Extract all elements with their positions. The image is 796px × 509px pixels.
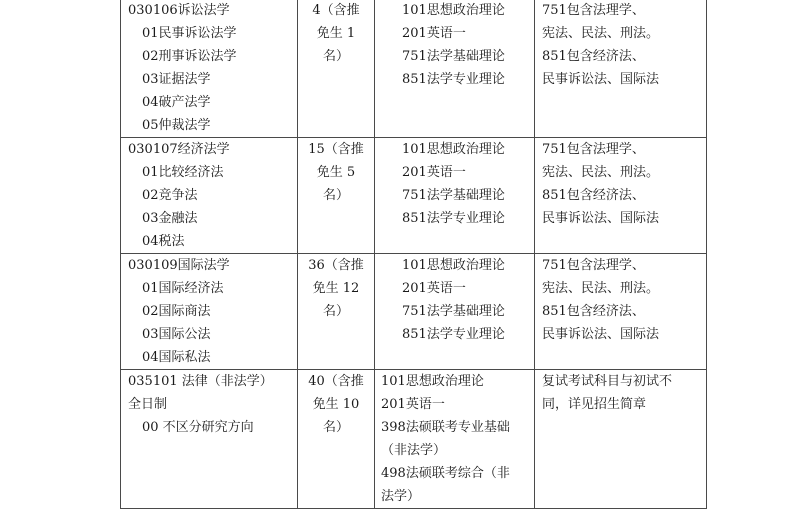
program-code-name: 030107经济法学 (128, 142, 230, 157)
research-direction: 02国际商法 (142, 304, 211, 319)
exam-subjects-cell (375, 370, 535, 509)
research-direction: 03国际公法 (142, 327, 211, 342)
table-row (121, 370, 707, 509)
quota-text: 15（含推 (308, 142, 364, 157)
research-direction: 03金融法 (142, 211, 198, 226)
exam-subjects-cell (375, 138, 535, 254)
quota-text: 免生 12 (312, 281, 360, 296)
quota-text: 免生 5 (316, 165, 356, 180)
exam-subject: 398法硕联考专业基础 (381, 420, 510, 435)
note-text: 宪法、民法、刑法。 (542, 165, 660, 180)
note-text: 851包含经济法、 (542, 304, 645, 319)
quota-text: 40（含推 (308, 374, 364, 389)
program-cell (121, 0, 298, 138)
research-direction: 04破产法学 (142, 95, 211, 110)
exam-subject: 751法学基础理论 (402, 188, 505, 203)
research-direction: 05仲裁法学 (142, 118, 211, 133)
table-row (121, 138, 707, 254)
research-direction: 01比较经济法 (142, 165, 224, 180)
exam-subject: 851法学专业理论 (402, 211, 505, 226)
program-code-name: 035101 法律（非法学） (128, 374, 273, 389)
note-text: 宪法、民法、刑法。 (542, 281, 660, 296)
exam-subject: 101思想政治理论 (402, 142, 505, 157)
table-row (121, 0, 707, 138)
enrollment-quota-cell (298, 0, 375, 138)
note-text: 民事诉讼法、国际法 (542, 211, 660, 226)
program-study-mode: 全日制 (128, 397, 168, 412)
program-cell (121, 370, 298, 509)
notes-cell (535, 370, 707, 509)
exam-subject: 851法学专业理论 (402, 72, 505, 87)
quota-text: 免生 10 (312, 397, 360, 412)
exam-subjects-cell (375, 254, 535, 370)
note-text: 复试考试科目与初试不 (542, 374, 673, 389)
table-row (121, 254, 707, 370)
exam-subjects-cell (375, 0, 535, 138)
quota-text: 名） (322, 188, 349, 203)
exam-subject: 101思想政治理论 (381, 374, 484, 389)
enrollment-quota-cell (298, 138, 375, 254)
program-code-name: 030106诉讼法学 (128, 3, 230, 18)
notes-cell (535, 138, 707, 254)
notes-cell (535, 0, 707, 138)
exam-subject: 751法学基础理论 (402, 49, 505, 64)
program-cell (121, 138, 298, 254)
note-text: 同，详见招生简章 (542, 397, 647, 412)
exam-subject: 851法学专业理论 (402, 327, 505, 342)
exam-subject: 201英语一 (381, 397, 445, 412)
research-direction: 01民事诉讼法学 (142, 26, 237, 41)
exam-subject: 101思想政治理论 (402, 258, 505, 273)
program-catalog-table (120, 0, 707, 509)
note-text: 民事诉讼法、国际法 (542, 72, 660, 87)
note-text: 751包含法理学、 (542, 3, 645, 18)
research-direction: 01国际经济法 (142, 281, 224, 296)
research-direction: 02刑事诉讼法学 (142, 49, 237, 64)
research-direction: 02竞争法 (142, 188, 198, 203)
notes-cell (535, 254, 707, 370)
exam-subject: 201英语一 (402, 26, 466, 41)
program-cell (121, 254, 298, 370)
exam-subject: 201英语一 (402, 281, 466, 296)
quota-text: 免生 1 (316, 26, 356, 41)
exam-subject: 201英语一 (402, 165, 466, 180)
quota-text: 名） (322, 420, 349, 435)
note-text: 751包含法理学、 (542, 142, 645, 157)
note-text: 851包含经济法、 (542, 49, 645, 64)
research-direction: 03证据法学 (142, 72, 211, 87)
research-direction: 04税法 (142, 234, 185, 249)
program-code-name: 030109国际法学 (128, 258, 230, 273)
quota-text: 名） (322, 49, 349, 64)
note-text: 民事诉讼法、国际法 (542, 327, 660, 342)
exam-subject: 751法学基础理论 (402, 304, 505, 319)
enrollment-quota-cell (298, 370, 375, 509)
research-direction: 00 不区分研究方向 (142, 420, 254, 435)
note-text: 751包含法理学、 (542, 258, 645, 273)
exam-subject: 101思想政治理论 (402, 3, 505, 18)
exam-subject: （非法学） (381, 443, 447, 458)
quota-text: 36（含推 (308, 258, 364, 273)
exam-subject: 法学） (381, 489, 421, 504)
research-direction: 04国际私法 (142, 350, 211, 365)
quota-text: 名） (322, 304, 349, 319)
note-text: 851包含经济法、 (542, 188, 645, 203)
quota-text: 4（含推 (312, 3, 360, 18)
note-text: 宪法、民法、刑法。 (542, 26, 660, 41)
enrollment-quota-cell (298, 254, 375, 370)
exam-subject: 498法硕联考综合（非 (381, 466, 510, 481)
